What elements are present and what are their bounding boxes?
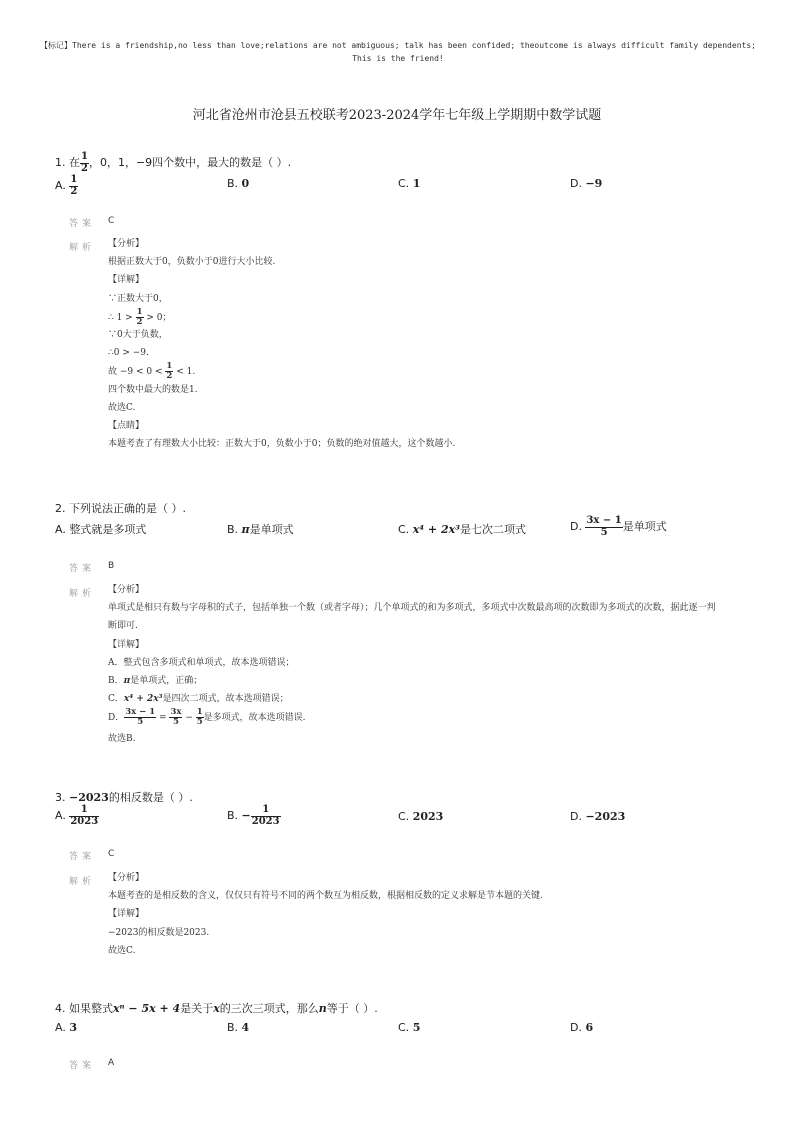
answer-label: 答案 [69, 1061, 96, 1071]
question-3-option-b: B. − $\frac{1}{2023}$ [227, 804, 280, 827]
question-4-option-b: B. 4 [227, 1021, 250, 1034]
question-1-option-a: A. $\frac{1}{2}$ [55, 174, 78, 197]
page-title: 河北省沧州市沧县五校联考2023-2024学年七年级上学期期中数学试题 [192, 108, 602, 123]
answer-label: 答案 [69, 852, 96, 862]
question-2-explanation: 【分析】 单项式是相只有数与字母积的式子，包括单独一个数（或者字母）；几个单项式的和为多项式，多项式中次数最高项的次数即为多项式的次数，据此逐一判断即可. 【详解】 A．整式包含多项式和单项式，故本选项错误； B．π是单项式，正确； C．x⁴ + 2x³是四次二项式，故本选项错误； D． $\frac{3x - 1}{5}$ = $\frac{3x}{5}$ − $\frac{1}{5}$ 是多项式，故本选项错误. 故选B. [108, 585, 716, 745]
question-1-option-b: B. 0 [227, 177, 250, 190]
fraction-half: $\frac{1}{2}$ [81, 151, 88, 174]
question-2-option-a: A. 整式就是多项式 [55, 523, 147, 536]
question-2-answer: B [108, 561, 115, 571]
question-3-option-a: A. $\frac{1}{2023}$ [55, 804, 99, 827]
question-1-option-c: C. 1 [398, 177, 421, 190]
question-2-text: 2. 下列说法正确的是（ ）. [55, 502, 186, 515]
analysis-label: 解析 [69, 589, 96, 599]
question-2-option-c: C. x⁴ + 2x³是七次二项式 [398, 523, 526, 536]
question-3-option-d: D. −2023 [570, 810, 626, 823]
question-3-explanation: 【分析】 本题考查的是相反数的含义，仅仅只有符号不同的两个数互为相反数，根据相反数的定义求解是节本题的关键. 【详解】 −2023的相反数是2023. 故选C. [108, 873, 543, 956]
question-4-answer: A [108, 1058, 115, 1068]
answer-label: 答案 [69, 219, 96, 229]
question-3-option-c: C. 2023 [398, 810, 444, 823]
question-1-explanation: 【分析】 根据正数大于0，负数小于0进行大小比较. 【详解】 ∵正数大于0， ∴ 1 > $\frac{1}{2}$ > 0； ∵0大于负数， ∴0 > −9. 故 −9 < 0 < $\frac{1}{2}$ < 1. 四个数中最大的数是1. 故选C. 【点睛】 本题考查了有理数大小比较：正数大于0，负数小于0；负数的绝对值越大，这个数越小. [108, 239, 456, 450]
question-4-text: 4. 如果整式xⁿ − 5x + 4是关于x的三次三项式，那么n等于（ ）. [55, 1002, 378, 1015]
watermark-text: 【标记】There is a friendship,no less than love;relations are not ambiguous; talk has been confided; theoutcome is always difficult family dependents; This is the friend! [40, 41, 756, 63]
analysis-label: 解析 [69, 877, 96, 887]
question-4-option-a: A. 3 [55, 1021, 77, 1034]
analysis-label: 解析 [69, 243, 96, 253]
question-2-option-b: B. π是单项式 [227, 523, 294, 536]
question-1-option-d: D. −9 [570, 177, 603, 190]
question-1-answer: C [108, 216, 115, 226]
answer-label: 答案 [69, 564, 96, 574]
question-4-option-d: D. 6 [570, 1021, 594, 1034]
question-4-option-c: C. 5 [398, 1021, 421, 1034]
question-1-text: 1. 在 $\frac{1}{2}$ ，0，1，−9四个数中，最大的数是（ ）. [55, 151, 292, 174]
question-3-text: 3. −2023的相反数是（ ）. [55, 791, 193, 804]
question-2-option-d: D. $\frac{3x - 1}{5}$ 是单项式 [570, 515, 667, 538]
question-3-answer: C [108, 849, 115, 859]
